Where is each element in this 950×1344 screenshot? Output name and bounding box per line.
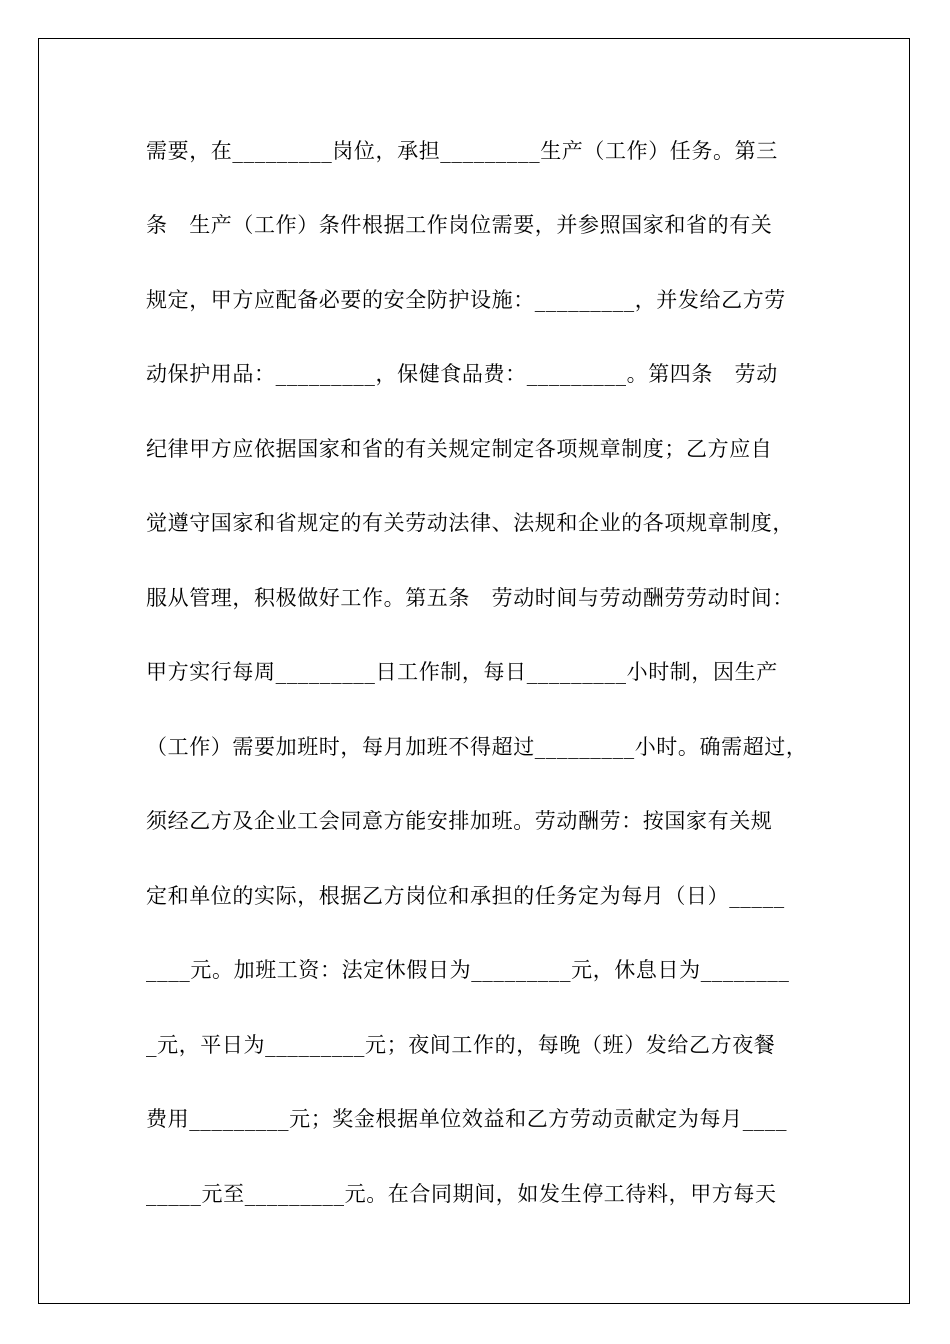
body-text-line: 服从管理，积极做好工作。第五条 劳动时间与劳动酬劳劳动时间： (146, 586, 794, 610)
body-text-line: 纪律甲方应依据国家和省的有关规定制定各项规章制度；乙方应自 (146, 437, 773, 461)
body-text-line: ____元。加班工资：法定休假日为_________元，休息日为________ (146, 958, 790, 982)
body-text-line: 甲方实行每周_________日工作制，每日_________小时制，因生产 (146, 660, 778, 684)
body-text-line: 定和单位的实际，根据乙方岗位和承担的任务定为每月（日）_____ (146, 884, 785, 908)
body-text-line: 规定，甲方应配备必要的安全防护设施：_________，并发给乙方劳 (146, 288, 786, 312)
body-text-line: _元，平日为_________元；夜间工作的，每晚（班）发给乙方夜餐 (146, 1033, 776, 1057)
body-text-line: 觉遵守国家和省规定的有关劳动法律、法规和企业的各项规章制度， (146, 511, 794, 535)
body-text-line: 需要，在_________岗位，承担_________生产（工作）任务。第三 (146, 139, 778, 163)
body-text-line: 动保护用品：_________，保健食品费：_________。第四条 劳动 (146, 362, 778, 386)
body-text-line: （工作）需要加班时，每月加班不得超过_________小时。确需超过， (146, 735, 808, 759)
body-text-line: 费用_________元；奖金根据单位效益和乙方劳动贡献定为每月____ (146, 1107, 788, 1131)
body-text-line: _____元至_________元。在合同期间，如发生停工待料，甲方每天 (146, 1182, 777, 1206)
body-text-line: 须经乙方及企业工会同意方能安排加班。劳动酬劳：按国家有关规 (146, 809, 773, 833)
body-text-line: 条 生产（工作）条件根据工作岗位需要，并参照国家和省的有关 (146, 213, 773, 237)
